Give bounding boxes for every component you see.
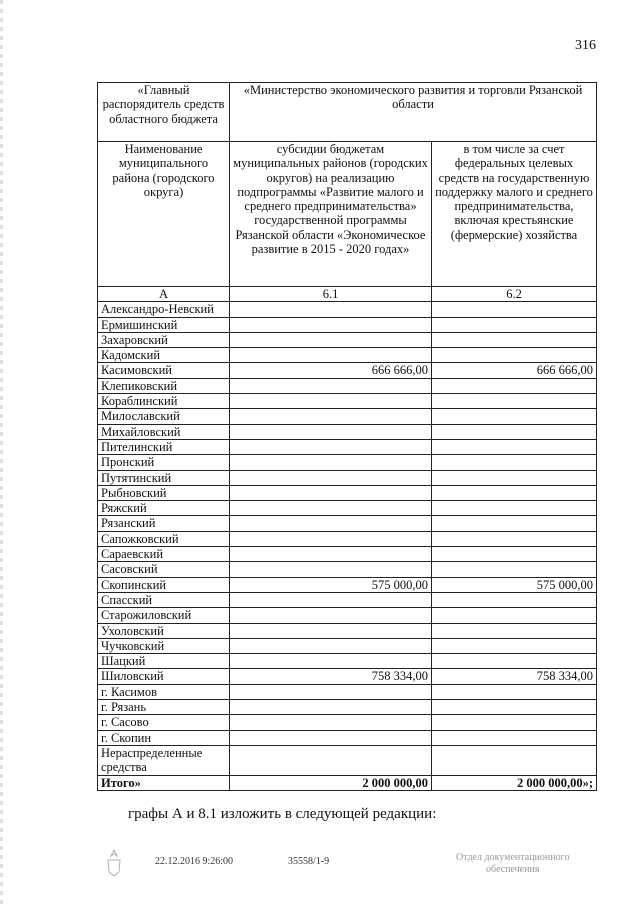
subsidy-value [230,501,432,516]
table-body [98,83,597,791]
federal-value [432,547,597,562]
table-row [98,654,597,669]
federal-value [432,608,597,623]
district-name: Рязанский [98,516,230,531]
coat-of-arms-icon [104,848,124,878]
table-row [98,623,597,638]
scan-edge [0,0,3,905]
budget-table [97,82,597,791]
table-row [98,455,597,470]
subsidy-value [230,638,432,653]
table-row-undistributed [98,745,597,775]
table-row [98,348,597,363]
district-name: Кадомский [98,348,230,363]
footer-date: 22.12.2016 9:26:00 [155,856,234,867]
subsidy-value: 758 334,00 [230,669,432,684]
subsidy-value [230,562,432,577]
district-name: г. Касимов [98,684,230,699]
table-row [98,332,597,347]
page-number: 316 [575,38,596,53]
table-row [98,608,597,623]
federal-value [432,562,597,577]
table-row [98,638,597,653]
federal-value [432,409,597,424]
district-name: г. Скопин [98,730,230,745]
federal-value [432,501,597,516]
district-name: Шиловский [98,669,230,684]
subsidy-value [230,684,432,699]
federal-value [432,317,597,332]
total-label: Итого» [98,775,230,790]
subsidy-value [230,332,432,347]
district-name: Сараевский [98,547,230,562]
federal-value [432,332,597,347]
federal-value: 758 334,00 [432,669,597,684]
district-name: Сапожковский [98,531,230,546]
header-row-codes [98,287,597,302]
table-row [98,439,597,454]
subsidy-value [230,394,432,409]
federal-value [432,700,597,715]
subsidy-value [230,455,432,470]
table-row [98,531,597,546]
federal-value [432,348,597,363]
federal-value [432,424,597,439]
federal-value [432,684,597,699]
district-name: Ряжский [98,501,230,516]
subsidy-value: 575 000,00 [230,577,432,592]
table-row [98,730,597,745]
district-name: Касимовский [98,363,230,378]
district-name: Александро-Невский [98,302,230,317]
subsidy-value [230,302,432,317]
undistributed-label: Нераспределенные средства [98,745,230,775]
federal-value [432,730,597,745]
federal-value [432,485,597,500]
col-code-a: А [98,287,230,302]
federal-value [432,378,597,393]
district-name: Рыбновский [98,485,230,500]
undistributed-federal [432,745,597,775]
federal-value [432,439,597,454]
header-row-columns [98,142,597,287]
district-name: Спасский [98,592,230,607]
table-row [98,485,597,500]
subsidy-value [230,485,432,500]
district-name: г. Сасово [98,715,230,730]
footer-code: 35558/1-9 [288,856,330,867]
district-name: Пителинский [98,439,230,454]
table-row [98,669,597,684]
district-name: Милославский [98,409,230,424]
subsidy-value [230,715,432,730]
subsidy-value: 666 666,00 [230,363,432,378]
federal-value [432,638,597,653]
table-row [98,592,597,607]
subsidy-value [230,470,432,485]
distributor-name: «Министерство экономического развития и торговли Рязанской области [230,83,597,142]
undistributed-subsidy [230,745,432,775]
district-name: Кораблинский [98,394,230,409]
subsidy-value [230,592,432,607]
subsidy-value [230,700,432,715]
subsidy-value [230,317,432,332]
district-name: Ухоловский [98,623,230,638]
distributor-label: «Главный распорядитель средств областного бюджета [98,83,230,142]
federal-value [432,516,597,531]
subsidy-value [230,730,432,745]
district-name: Захаровский [98,332,230,347]
table-row [98,470,597,485]
table-row [98,562,597,577]
federal-value [432,531,597,546]
federal-value [432,654,597,669]
subsidy-value [230,516,432,531]
district-name: Клепиковский [98,378,230,393]
district-name: Путятинский [98,470,230,485]
district-name: Чучковский [98,638,230,653]
subsidy-value [230,623,432,638]
subsidy-value [230,378,432,393]
table-row-total [98,775,597,790]
subsidy-value [230,654,432,669]
federal-value: 575 000,00 [432,577,597,592]
district-name: Шацкий [98,654,230,669]
total-subsidy: 2 000 000,00 [230,775,432,790]
subsidy-value [230,439,432,454]
district-name: Михайловский [98,424,230,439]
col-code-c: 6.2 [432,287,597,302]
table-row [98,516,597,531]
federal-value [432,302,597,317]
table-row [98,302,597,317]
table-row [98,317,597,332]
header-row-distributor [98,83,597,142]
federal-value [432,623,597,638]
district-name: Скопинский [98,577,230,592]
col-header-subsidy: субсидии бюджетам муниципальных районов (городских округов) на реализацию подпрограммы «Развитие малого и среднего предпринимательства» государственной программы Рязанской области «Экономическое развитие в 2015 - 2020 годах» [230,142,432,287]
table-row [98,700,597,715]
table-row [98,424,597,439]
amendment-note: графы А и 8.1 изложить в следующей редакции: [128,806,437,822]
subsidy-value [230,547,432,562]
district-name: г. Рязань [98,700,230,715]
federal-value [432,394,597,409]
col-header-name: Наименование муниципального района (городского округа) [98,142,230,287]
footer-stamp [456,852,569,876]
subsidy-value [230,608,432,623]
subsidy-value [230,348,432,363]
federal-value: 666 666,00 [432,363,597,378]
table-row [98,577,597,592]
table-row [98,378,597,393]
subsidy-value [230,409,432,424]
federal-value [432,592,597,607]
district-name: Ермишинский [98,317,230,332]
table-row [98,684,597,699]
footer-stamp-line1: Отдел документационного [456,852,570,863]
district-name: Старожиловский [98,608,230,623]
federal-value [432,715,597,730]
table-row [98,409,597,424]
federal-value [432,470,597,485]
table-row [98,394,597,409]
col-code-b: 6.1 [230,287,432,302]
subsidy-value [230,531,432,546]
table-row [98,363,597,378]
table-row [98,501,597,516]
federal-value [432,455,597,470]
district-name: Сасовский [98,562,230,577]
total-federal: 2 000 000,00»; [432,775,597,790]
subsidy-value [230,424,432,439]
district-name: Пронский [98,455,230,470]
table-row [98,547,597,562]
table-row [98,715,597,730]
col-header-federal: в том числе за счет федеральных целевых средств на государственную поддержку малого и среднего предпринимательства, включая крестьянские (фермерские) хозяйства [432,142,597,287]
footer-stamp-line2: обеспечения [486,864,540,875]
